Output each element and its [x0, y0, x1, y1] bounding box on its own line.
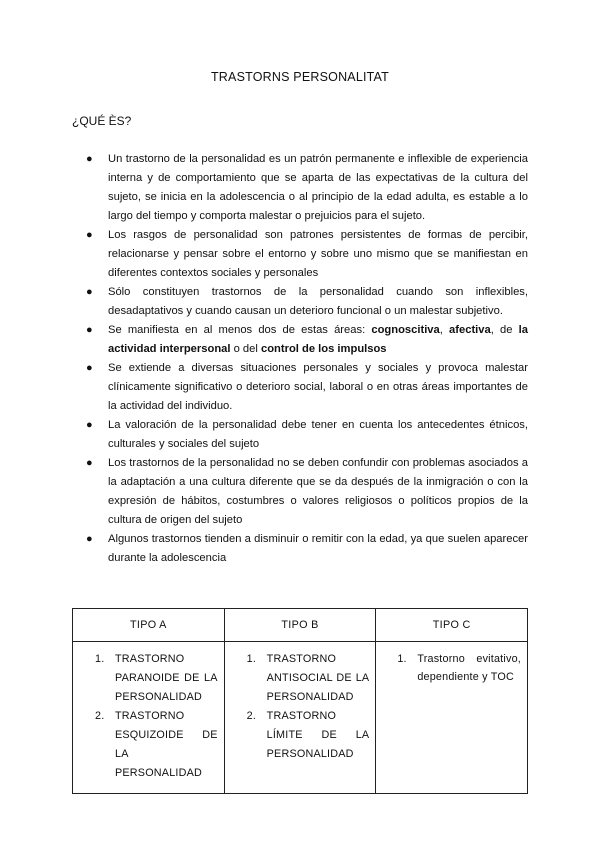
text: La valoración de la personalidad debe tener en cuenta los antecedentes étnicos, culturales y sociales del sujeto — [108, 419, 528, 450]
list-item — [72, 416, 528, 454]
text: , de — [490, 324, 519, 336]
bullet-icon: ● — [86, 533, 93, 545]
personality-types-table — [72, 608, 528, 794]
item-number: 2. — [246, 710, 257, 722]
bold-text: cognoscitiva — [371, 324, 440, 336]
item-text: TRASTORNO ANTISOCIAL DE LA PERSONALIDAD — [266, 653, 370, 703]
bullet-list — [72, 150, 528, 568]
item-text: Trastorno evitativo, dependiente y TOC — [417, 653, 521, 683]
header-tipo-c: TIPO C — [376, 609, 528, 642]
item-number: 1. — [95, 653, 105, 665]
text: Los rasgos de personalidad son patrones persistentes de formas de percibir, relacionarse y pensar sobre el entorno y sobre uno mismo que se manifiestan en diferentes contextos sociales y personales — [108, 229, 528, 279]
list-item — [79, 707, 218, 783]
bullet-icon: ● — [86, 362, 93, 374]
item-text: TRASTORNO LÍMITE DE LA PERSONALIDAD — [266, 710, 370, 760]
text: o del — [230, 343, 261, 355]
text: Un trastorno de la personalidad es un patrón permanente e inflexible de experiencia interna y de comportamiento que se aparta de las expectativas de la cultura del sujeto, se inicia en la adolescencia o al principio de la edad adulta, es estable a lo largo del tiempo y comporta malestar o prejuicios para el sujeto. — [108, 153, 528, 222]
list-item — [79, 650, 218, 707]
list-item — [72, 530, 528, 568]
header-tipo-b: TIPO B — [224, 609, 376, 642]
item-number: 1. — [397, 653, 407, 665]
bold-text: afectiva — [449, 324, 491, 336]
text: , — [439, 324, 450, 336]
header-tipo-a: TIPO A — [73, 609, 225, 642]
item-text: TRASTORNO PARANOIDE DE LA PERSONALIDAD — [115, 653, 218, 703]
cell-tipo-c — [376, 642, 528, 794]
item-number: 1. — [246, 653, 257, 665]
text: Algunos trastornos tienden a disminuir o remitir con la edad, ya que suelen aparecer durante la adolescencia — [108, 533, 528, 564]
text: Sólo constituyen trastornos de la personalidad cuando son inflexibles, desadaptativos y cuando causan un deterioro funcional o un malestar subjetivo. — [108, 286, 528, 317]
bullet-icon: ● — [86, 153, 93, 165]
list-item — [72, 359, 528, 416]
bullet-icon: ● — [86, 457, 93, 469]
bold-text: control de los impulsos — [260, 343, 387, 355]
bold-text: la actividad interpersonal — [108, 324, 528, 355]
list-item — [231, 707, 370, 764]
list-item — [72, 454, 528, 530]
text: Los trastornos de la personalidad no se deben confundir con problemas asociados a la adaptación a una cultura diferente que se da después de la inmigración o con la expresión de hábitos, costumbres o valores religiosos o políticos propios de la cultura de origen del sujeto — [108, 457, 528, 526]
table-row — [73, 642, 528, 794]
text: Se manifiesta en al menos dos de estas áreas: — [108, 324, 372, 336]
cell-tipo-a — [73, 642, 225, 794]
page-title: TRASTORNS PERSONALITAT — [210, 70, 390, 84]
bullet-icon: ● — [86, 419, 93, 431]
cell-tipo-b — [224, 642, 376, 794]
section-heading: ¿QUÉ ÈS? — [72, 114, 132, 128]
list-item — [231, 650, 370, 707]
bullet-icon: ● — [86, 324, 93, 336]
list-item — [72, 321, 528, 359]
table-header-row — [73, 609, 528, 642]
list-item — [72, 150, 528, 226]
list-item — [72, 226, 528, 283]
list-item — [382, 650, 521, 686]
item-number: 2. — [95, 710, 105, 722]
bullet-icon: ● — [86, 286, 93, 298]
list-item — [72, 283, 528, 321]
item-text: TRASTORNO ESQUIZOIDE DE LA PERSONALIDAD — [115, 710, 218, 779]
text: Se extiende a diversas situaciones personales y sociales y provoca malestar clínicamente significativo o deterioro social, laboral o en otras áreas importantes de la actividad del individuo. — [108, 362, 528, 412]
bullet-icon: ● — [86, 229, 93, 241]
